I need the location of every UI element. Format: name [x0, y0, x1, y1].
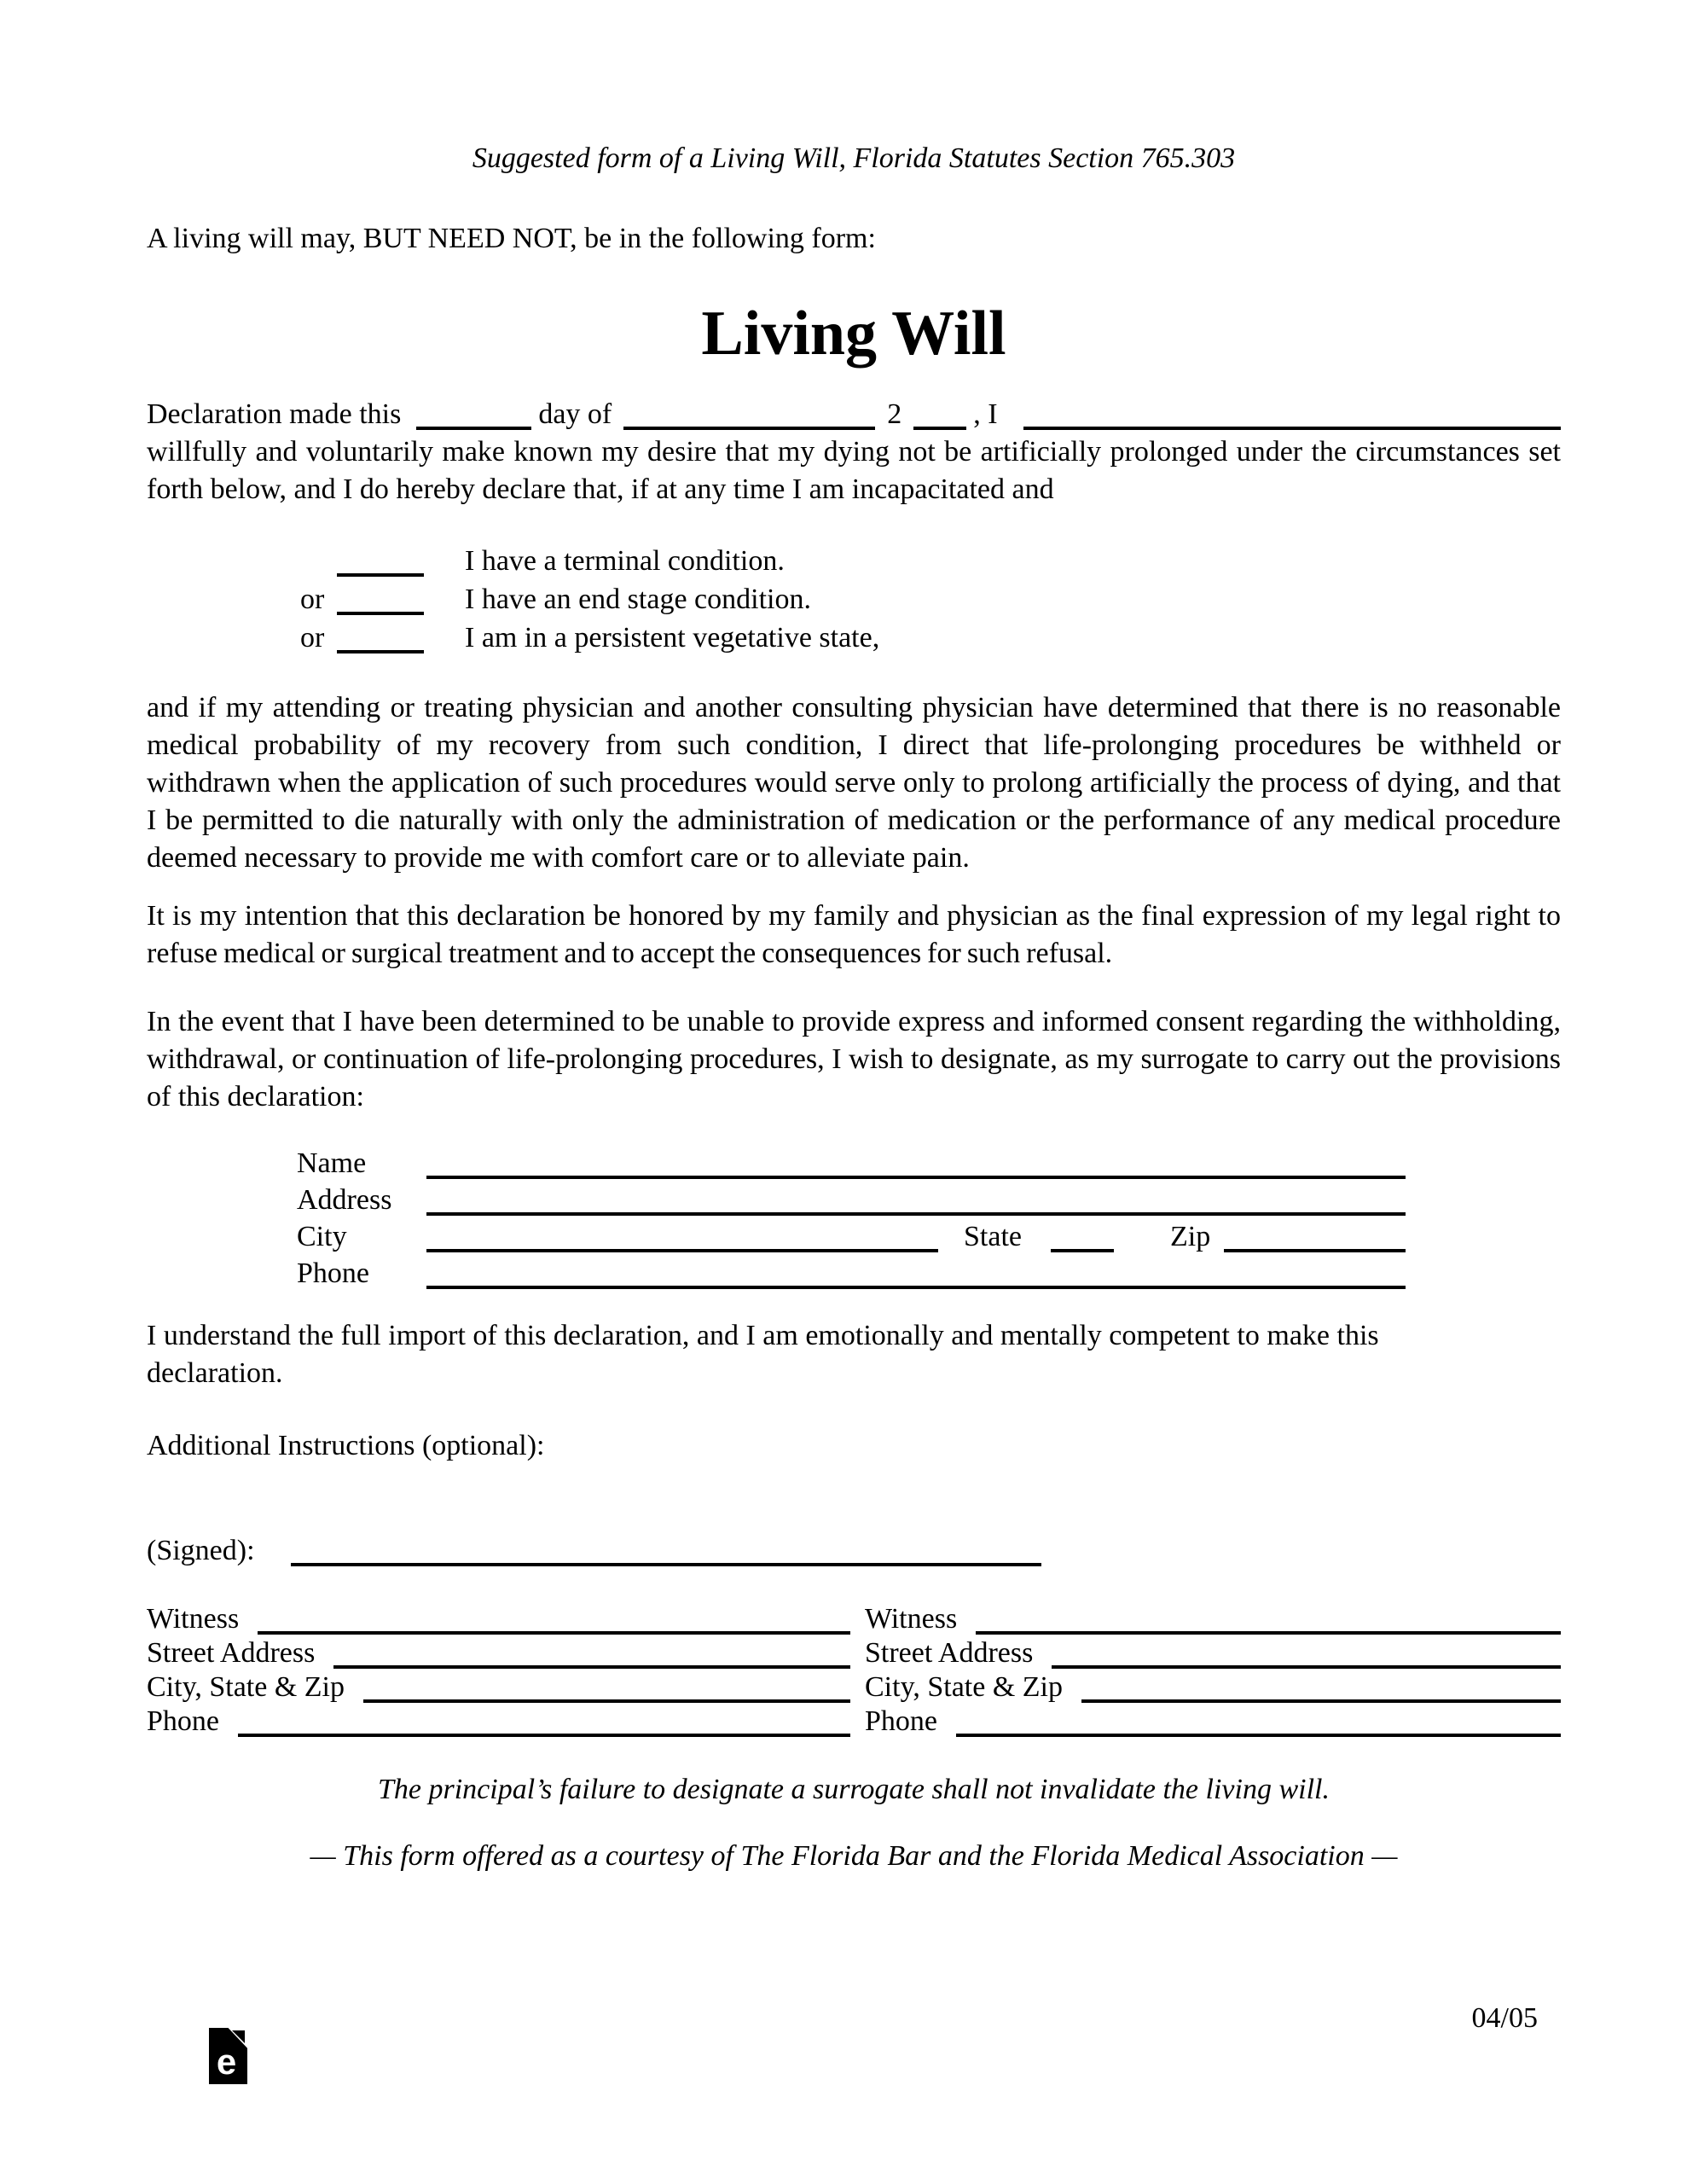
physician-determination-paragraph: and if my attending or treating physician and another consulting physician have determined that there is no reasonable medical probability of my recovery from such condition, I direct that life-prolonging procedures be withheld or withdrawn when the application of such procedures would serve only to prolong artificially the process of dying, and that I be permitted to die naturally with only the administration of medication or the performance of any medical procedure deemed necessary to provide me with comfort care or to alleviate pain. [147, 692, 1561, 874]
witness-column-2 [865, 1602, 1561, 1739]
witness1-name-row [147, 1602, 850, 1636]
declaration-day-of-text: day of [538, 398, 612, 430]
witness1-city-state-zip-row [147, 1670, 850, 1705]
condition-options [147, 543, 1561, 658]
surrogate-address-line[interactable] [426, 1212, 1406, 1216]
declarant-name-blank[interactable] [1023, 427, 1561, 430]
witness2-city-state-zip-label: City, State & Zip [865, 1671, 1064, 1703]
surrogate-state-label: State [964, 1221, 1022, 1252]
declaration-date-line [147, 396, 1561, 433]
signed-label: (Signed): [147, 1535, 255, 1566]
principal-failure-note: The principal’s failure to designate a surrogate shall not invalidate the living will. [378, 1774, 1330, 1805]
signature-row [147, 1532, 1561, 1570]
competence-paragraph: I understand the full import of this declaration, and I am emotionally and mentally competent to make this declaration. [147, 1320, 1379, 1389]
witness1-street-label: Street Address [147, 1637, 316, 1669]
witness1-city-state-zip-line[interactable] [363, 1699, 850, 1703]
end-stage-condition-text: I have an end stage condition. [465, 584, 811, 615]
vegetative-state-text: I am in a persistent vegetative state, [465, 622, 880, 653]
courtesy-note: — This form offered as a courtesy of The Florida Bar and the Florida Medical Association — [310, 1840, 1398, 1872]
surrogate-name-line[interactable] [426, 1176, 1406, 1179]
eforms-logo [209, 2028, 247, 2084]
intro-line: A living will may, BUT NEED NOT, be in the following form: [147, 223, 876, 254]
witness2-street-label: Street Address [865, 1637, 1034, 1669]
surrogate-city-label: City [297, 1221, 347, 1252]
surrogate-contact-block [147, 1145, 1406, 1292]
witness1-phone-row [147, 1705, 850, 1739]
witness1-phone-label: Phone [147, 1705, 219, 1737]
declaration-year-blank[interactable] [913, 427, 966, 430]
witness1-street-line[interactable] [333, 1665, 850, 1669]
surrogate-phone-label: Phone [297, 1258, 369, 1289]
declaration-body-text: willfully and voluntarily make known my desire that my dying not be artificially prolonged under the circumstances set forth below, and I do hereby declare that, if at any time I am incapacitated and [147, 436, 1561, 505]
witness1-label: Witness [147, 1603, 240, 1635]
witness2-phone-row [865, 1705, 1561, 1739]
revision-date: 04/05 [1471, 2002, 1538, 2034]
declaration-year-prefix: 2 [887, 398, 902, 430]
page-title: Living Will [701, 299, 1006, 369]
surrogate-zip-label: Zip [1169, 1221, 1211, 1252]
vegetative-state-blank[interactable] [337, 650, 424, 653]
declaration-month-blank[interactable] [623, 427, 875, 430]
witness2-label: Witness [865, 1603, 958, 1635]
signature-line[interactable] [291, 1563, 1041, 1566]
surrogate-phone-line[interactable] [426, 1286, 1406, 1289]
statute-reference-note: Suggested form of a Living Will, Florida Statutes Section 765.303 [472, 142, 1236, 174]
witness2-street-line[interactable] [1052, 1665, 1561, 1669]
witness2-signature-line[interactable] [976, 1631, 1561, 1635]
eforms-logo-letter: e [216, 2042, 237, 2082]
condition-row-terminal [147, 543, 1561, 581]
witness2-name-row [865, 1602, 1561, 1636]
or-label: or [300, 584, 325, 615]
witness1-phone-line[interactable] [238, 1734, 850, 1737]
condition-row-end-stage [147, 581, 1561, 619]
or-label: or [300, 622, 325, 653]
declaration-opening [147, 396, 1561, 508]
witness1-city-state-zip-label: City, State & Zip [147, 1671, 345, 1703]
surrogate-address-row [297, 1182, 1406, 1218]
witness2-phone-line[interactable] [956, 1734, 1561, 1737]
surrogate-zip-line[interactable] [1224, 1249, 1406, 1252]
end-stage-condition-blank[interactable] [337, 612, 424, 615]
terminal-condition-text: I have a terminal condition. [465, 545, 785, 577]
witness1-signature-line[interactable] [258, 1631, 850, 1635]
surrogate-state-line[interactable] [1051, 1249, 1114, 1252]
witness-column-1 [147, 1602, 850, 1739]
witness1-street-row [147, 1636, 850, 1670]
declaration-comma-i-text: , I [973, 398, 998, 430]
surrogate-city-state-zip-row [297, 1218, 1406, 1255]
witness2-street-row [865, 1636, 1561, 1670]
surrogate-city-line[interactable] [426, 1249, 938, 1252]
surrogate-name-label: Name [297, 1147, 367, 1179]
intention-paragraph: It is my intention that this declaration be honored by my family and physician as the final expression of my legal right to refuse medical or surgical treatment and to accept the consequences for such refusal. [147, 900, 1561, 969]
additional-instructions-label: Additional Instructions (optional): [147, 1430, 545, 1461]
surrogate-name-row [297, 1145, 1406, 1182]
terminal-condition-blank[interactable] [337, 573, 424, 577]
declaration-day-blank[interactable] [416, 427, 531, 430]
condition-row-vegetative [147, 619, 1561, 658]
witness-block [147, 1602, 1561, 1739]
witness2-city-state-zip-row [865, 1670, 1561, 1705]
surrogate-designation-paragraph: In the event that I have been determined to be unable to provide express and informed consent regarding the withholding, withdrawal, or continuation of life-prolonging procedures, I wish to designate, as my surrogate to carry out the provisions of this declaration: [147, 1006, 1561, 1112]
witness2-city-state-zip-line[interactable] [1081, 1699, 1561, 1703]
surrogate-phone-row [297, 1255, 1406, 1292]
witness2-phone-label: Phone [865, 1705, 937, 1737]
declaration-lead-text: Declaration made this [147, 398, 402, 430]
surrogate-address-label: Address [297, 1184, 392, 1216]
